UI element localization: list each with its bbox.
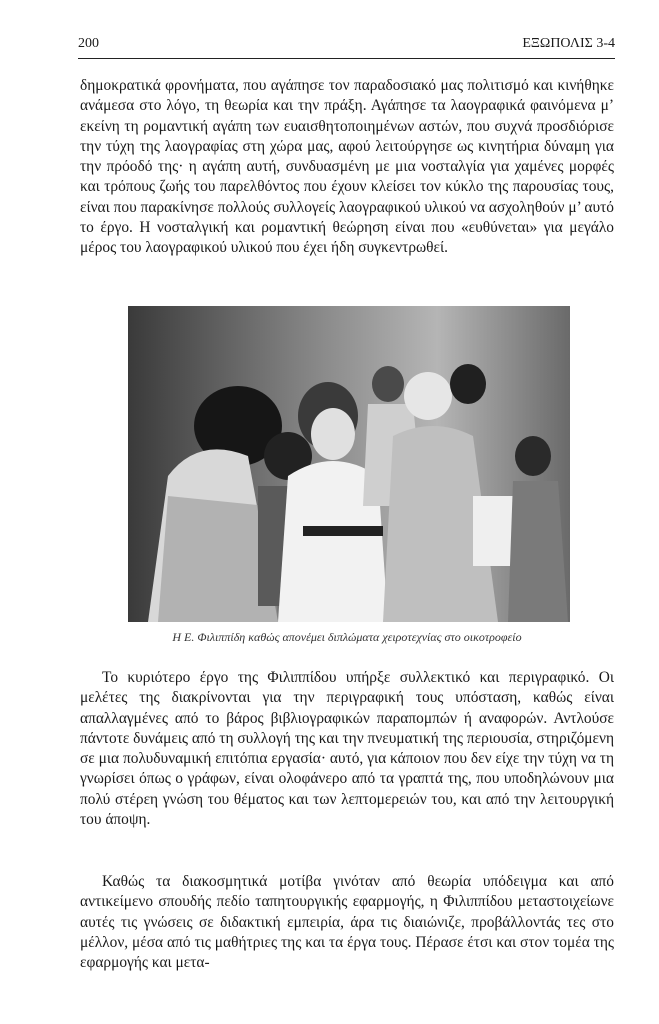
photograph [128,306,570,622]
figure-caption: Η Ε. Φιλιππίδη καθώς απονέμει διπλώματα χειροτεχνίας στο οικοτροφείο [172,630,522,644]
header-rule [78,58,615,59]
running-header [78,36,615,52]
running-title: ΕΞΩΠΟΛΙΣ 3-4 [522,36,615,51]
paragraph-1: δημοκρατικά φρονήματα, που αγάπησε τον παραδοσιακό μας πολιτισμό και κινήθηκε ανάμεσα στο λόγο, τη θεωρία και την πράξη. Αγάπησε τα λαογραφικά φαινόμενα μ’ εκείνη τη ρομαντική αγάπη των ευαισθητοποιημένων αστών, που συχνά προσδιόρισε την τύχη της λαογραφίας στη χώρα μας, αφού λειτούργησε ως κινητήρια δύναμη για την πρόοδό της· η αγάπη αυτή, συνδυασμένη με μια νοσταλγία για χαμένες μορφές και τρόπους ζωής του παρελθόντος που έχουν κλείσει τον κύκλο της παρουσίας τους, είναι που παρακίνησε πολλούς συλλογείς λαογραφικού υλικού να ασχοληθούν μ’ αυτό το έργο. Η νοσταλγική και ρομαντική θεώρηση είναι που «ευθύνεται» για μεγάλο μέρος του λαογραφικού υλικού που έχει ήδη συγκεντρωθεί. [80,77,614,257]
photograph-illustration [128,306,570,622]
paragraph-3: Καθώς τα διακοσμητικά μοτίβα γινόταν από θεωρία υπόδειγμα και από αντικείμενο σπουδής πεδίο ταπητουργικής εφαρμογής, η Φιλιππίδου μεταστοιχείωνε αυτές τις γνώσεις σε διδακτική εμπειρία, άρα τις διαιώνιζε, προβάλλοντάς τες στο μέλλον, μέσα από τις μαθήτριες της και τα έργα τους. Πέρασε έτσι και στον τομέα της εφαρμογής και μετα- [80,873,614,972]
page-number: 200 [78,36,99,51]
paragraph-2: Το κυριότερο έργο της Φιλιππίδου υπήρξε συλλεκτικό και περιγραφικό. Οι μελέτες της διακρίνονται για την περιγραφική τους υπόσταση, καθώς είναι απαλλαγμένες από το βάρος βιβλιογραφικών παραπομπών ή αναφορών. Αντλούσε πάντοτε δυνάμεις από τη συλλογή της και την πνευματική της περιουσία, στηριζόμενη σε μια πολυδυναμική επιτόπια εργασία· αυτό, για κάποιον που δεν είχε την τύχη να τη γνωρίσει όπως ο γράφων, είναι ολοφάνερο από τα γραπτά της, που υποδηλώνουν μια πολύ στέρεη γνώση του θέματος και των λεπτομερειών του, και από την λειτουργική του άποψη. [80,669,614,829]
